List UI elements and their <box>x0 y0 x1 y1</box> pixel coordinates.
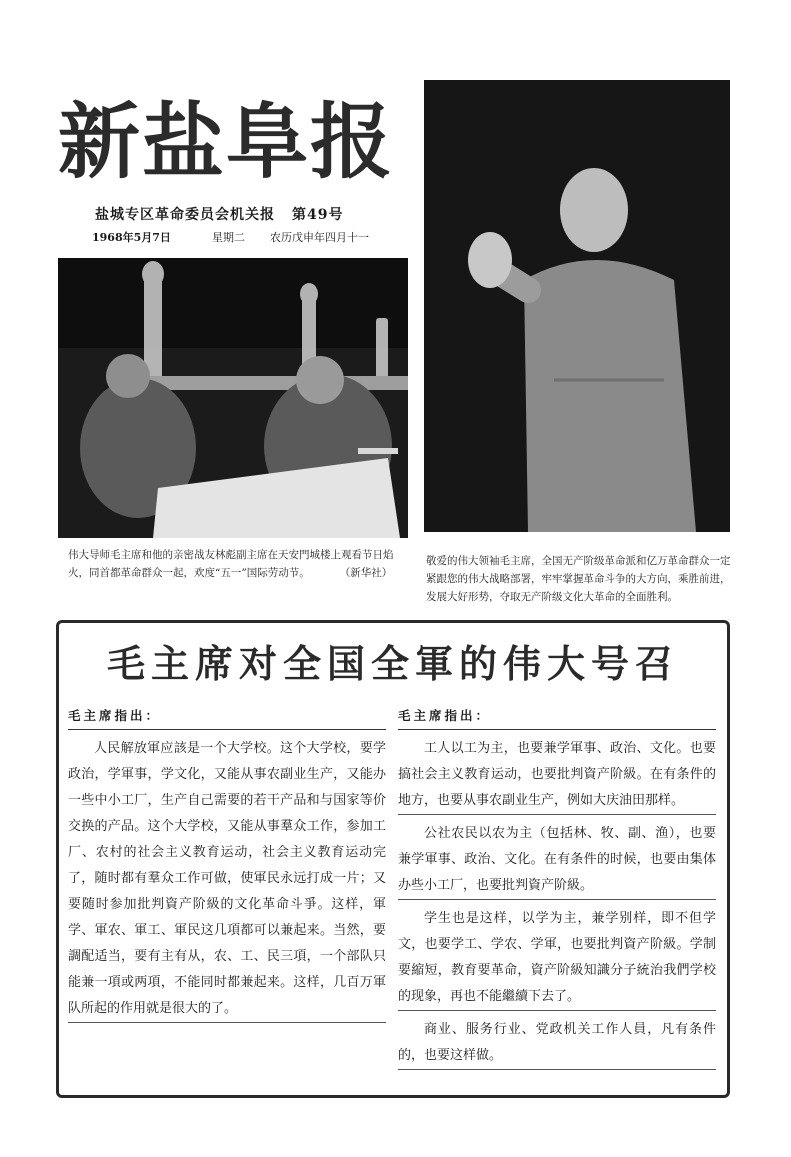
left-column <box>68 706 386 1023</box>
right-photo-caption: 敬爱的伟大领袖毛主席，全国无产阶级革命派和亿万革命群众一定紧跟您的伟大战略部署，牢牢掌握革命斗争的大方向，乘胜前进，发展大好形势，夺取无产阶级文化大革命的全面胜利。 <box>426 555 731 603</box>
left-column-label: 毛主席指出： <box>68 706 386 730</box>
right-paragraph-1: 工人以工为主，也要兼学軍事、政治、文化。也要搞社会主义教育运动，也要批判資产阶級。在有条件的地方，也要从事农副业生产，例如大庆油田那样。 <box>398 736 716 815</box>
right-column <box>398 706 716 1070</box>
left-paragraph-1: 人民解放軍应該是一个大学校。这个大学校，要学政治，学軍事，学文化，又能从事农副业生产，又能办一些中小工厂，生产自己需要的若干产品和与国家等价交换的产品。这个大学校，又能从事羣众工作，参加工厂、农村的社会主义教育运动，社会主义教育运动完了，随时都有羣众工作可做，使軍民永远打成一片；又要随时参加批判資产阶級的文化革命斗爭。这样，軍学、軍农、軍工、軍民这几項都可以兼起来。当然，要調配适当，要有主有从，农、工、民三項，一个部队只能兼一項或两項，不能同时都兼起来。这样，几百万軍队所起的作用就是很大的了。 <box>68 736 386 1023</box>
news-agency-credit: （新华社） <box>339 567 393 579</box>
article-headline: 毛主席对全国全軍的伟大号召 <box>106 642 679 686</box>
right-paragraph-3: 学生也是这样，以学为主，兼学别样，即不但学文，也要学工、学农、学軍，也要批判資产阶級。学制要縮短，教育要革命，資产阶級知識分子統治我們学校的现象，再也不能繼續下去了。 <box>398 906 716 1011</box>
masthead-title: 新盐阜报 <box>58 95 395 190</box>
left-caption-text: 伟大导师毛主席和他的亲密战友林彪副主席在天安門城楼上观看节日焰火，同首都革命群众一起，欢度“五一”国际劳动节。 <box>68 549 394 579</box>
lunar-date: 农历戊申年四月十一 <box>270 231 369 244</box>
publication-date: 1968年5月7日 <box>92 231 171 244</box>
photo-tiananmen-rostrum <box>58 258 408 538</box>
weekday: 星期二 <box>212 231 245 244</box>
left-photo-caption <box>68 546 400 582</box>
right-column-label: 毛主席指出： <box>398 706 716 730</box>
right-paragraph-2: 公社农民以农为主（包括林、牧、副、渔），也要兼学軍事、政治、文化。在有条件的时候，也要由集体办些小工厂，也要批判資产阶級。 <box>398 821 716 900</box>
issue-number: 第49号 <box>292 207 344 223</box>
right-paragraph-4: 商业、服务行业、党政机关工作人員，凡有条件的，也要这样做。 <box>398 1017 716 1070</box>
photo-chairman-waving <box>424 80 730 532</box>
organization-line: 盐城专区革命委员会机关报 <box>95 207 275 223</box>
